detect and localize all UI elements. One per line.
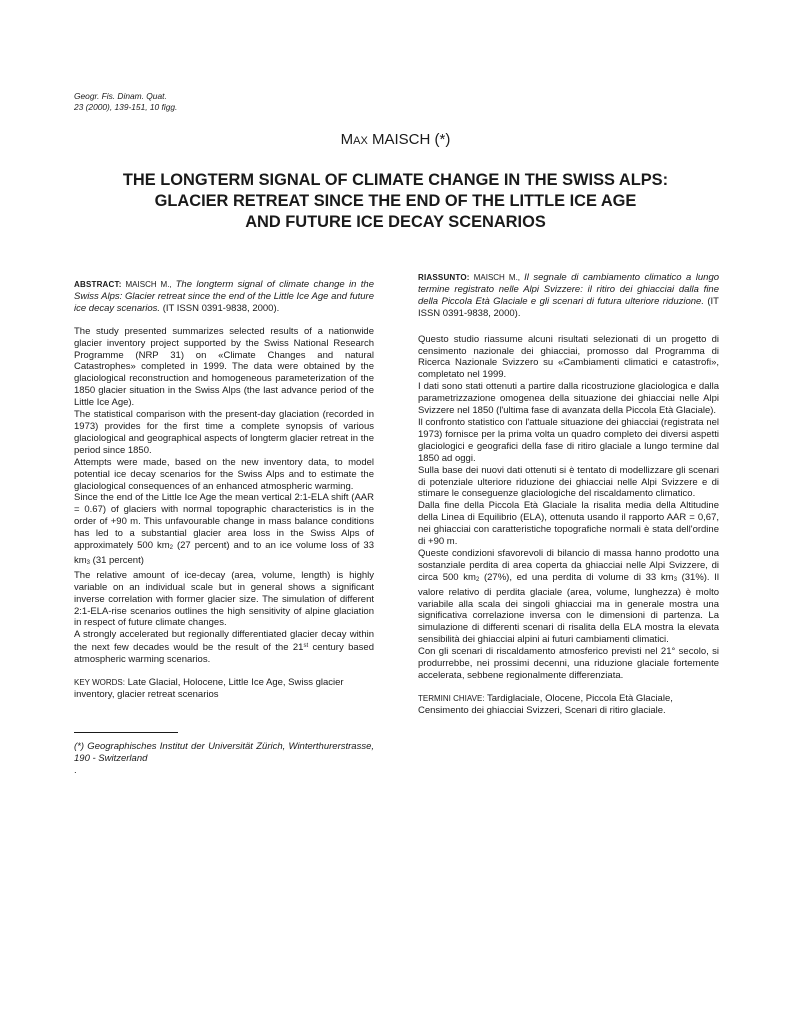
footnote-rule [74, 732, 178, 733]
riassunto-paragraph: I dati sono stati ottenuti a partire dalla ricostruzione glaciologica e dalla parametrizzazione omogenea della situazione dei ghiacciai nelle Alpi Svizzere nel 1850 (l'ultima fase di avanzata della Piccola Età Glaciale). [418, 381, 719, 417]
journal-citation [74, 91, 177, 112]
paper-title [60, 170, 731, 233]
journal-name: Geogr. Fis. Dinam. Quat. [74, 91, 167, 101]
riassunto-paragraph: Sulla base dei nuovi dati ottenuti si è tentato di modellizzare gli scenari di potenziale ulteriore riduzione dei ghiacciai nelle Alpi Svizzere e di stimare le conseguenze glaciologiche del riscaldamento climatico. [418, 464, 719, 500]
key-words: KEY WORDS: Late Glacial, Holocene, Little Ice Age, Swiss glacier inventory, glacier retreat scenarios [74, 677, 344, 700]
termini-chiave: TERMINI CHIAVE: Tardiglaciale, Olocene, Piccola Età Glaciale, Censimento dei ghiacciai Svizzeri, Scenari di ritiro glaciale. [418, 692, 673, 716]
author-affiliation-footnote: (*) Geographisches Institut der Universität Zürich, Winterthurerstrasse, 190 - Switzerland . [74, 741, 374, 776]
riassunto-paragraph: Dalla fine della Piccola Età Glaciale la risalita media della Altitudine della Linea di Equilibrio (ELA), ottenuta usando il rapporto AAR = 0,67, nei ghiacciai con caratteristiche topografiche normali è stata dell'ordine di +90 m. [418, 500, 719, 548]
title-line-3: AND FUTURE ICE DECAY SCENARIOS [245, 213, 546, 231]
riassunto-citation: RIASSUNTO: MAISCH M., Il segnale di cambiamento climatico a lungo termine registrato nelle Alpi Svizzere: il ritiro dei ghiacciai dalla fine della Piccola Età Glaciale e gli scenari di futura ulteriore riduzione. (IT ISSN 0391-9838, 2000). [418, 272, 720, 319]
title-line-2: GLACIER RETREAT SINCE THE END OF THE LITTLE ICE AGE [154, 192, 637, 210]
author-name: MAX MAISCH (*) [340, 131, 451, 148]
title-line-1: THE LONGTERM SIGNAL OF CLIMATE CHANGE IN THE SWISS ALPS: [122, 171, 669, 189]
abstract-paragraph: The study presented summarizes selected results of a nationwide glacier inventory project supported by the Swiss National Research Programme (NRP 31) on «Climate Changes and natural Catastrophes» completed in 1999. The data were obtained by the glaciological reconstruction and homogeneous parameterization of the 1850 glacier situation in the Swiss Alps (the last advance period of the Little Ice Age). [74, 325, 374, 409]
abstract-paragraph: The relative amount of ice-decay (area, volume, length) is highly variable on an individual scale but in general shows a significant inverse correlation with former glacier size. The simulation of different 2:1-ELA-rise scenarios outlines the high sensitivity of alpine glaciation in respect of future climate changes. [74, 569, 374, 629]
abstract-italian [418, 272, 719, 717]
abstract-paragraph: A strongly accelerated but regionally differentiated glacier decay within the next few decades would be the result of the 21st century based atmospheric warming scenarios. [74, 629, 374, 666]
abstract-paragraph: Since the end of the Little Ice Age the mean vertical 2:1-ELA shift (AAR = 0.67) of glaciers with normal topographic characteristics is in the order of +90 m. This unfavourable change in mass balance conditions has led to a substantial glacier area loss in the Swiss Alps of approximately 500 $km_2$ (27 percent) and to an ice volume loss of 33 $km_3$ (31 percent) [74, 492, 374, 566]
abstract-citation: ABSTRACT: MAISCH M., The longterm signal of climate change in the Swiss Alps: Glacier retreat since the end of the Little Ice Age and future ice decay scenarios. (IT ISSN 0391-9838, 2000). [74, 279, 374, 314]
riassunto-paragraph: Queste condizioni sfavorevoli di bilancio di massa hanno prodotto una sostanziale perdita di area coperta da ghiacciai nelle Alpi Svizzere, di circa 500 $km_2$ (27%), ed una perdita di volume di 33 $km_3$ (31%). Il valore relativo di perdita glaciale (area, volume, lunghezza) è molto variabile alla scala dei singoli ghiacciai ma in generale mostra una significativa correlazione inversa con le dimensioni di partenza. La simulazione di differenti scenari di risalita della ELA mostra la elevata sensibilità dei ghiacciai alpini ai futuri cambiamenti climatici. [418, 547, 720, 646]
riassunto-paragraph: Con gli scenari di riscaldamento atmosferico previsti nel 21° secolo, si produrrebbe, nei prossimi decenni, una riduzione glaciale fortemente accelerata, sebbene regionalmente differenziata. [418, 646, 719, 681]
riassunto-paragraph: Il confronto statistico con l'attuale situazione dei ghiacciai (registrata nel 1973) fornisce per la prima volta un quadro completo dei diversi aspetti glaciologici e geografici della fase di ritiro glaciale a lungo termine dal 1850 ad oggi. [418, 416, 719, 464]
abstract-paragraph: Attempts were made, based on the new inventory data, to model potential ice decay scenarios for the Swiss Alps and to estimate the glaciological consequences of an enhanced atmospheric warming. [74, 456, 374, 492]
abstract-paragraph: The statistical comparison with the present-day glaciation (recorded in 1973) provides for the first time a complete synopsis of various glaciological and geographical aspects of longterm glacier retreat in the period since 1850. [74, 409, 374, 456]
abstract-english [74, 279, 374, 701]
riassunto-paragraph: Questo studio riassume alcuni risultati selezionati di un progetto di censimento nazionale dei ghiacciai, promosso dal Programma di Ricerca Nazionale Svizzero su «Cambiamenti climatici e catastrofi», completato nel 1999. [418, 333, 719, 381]
journal-volume: 23 (2000), 139-151, 10 figg. [74, 101, 178, 112]
